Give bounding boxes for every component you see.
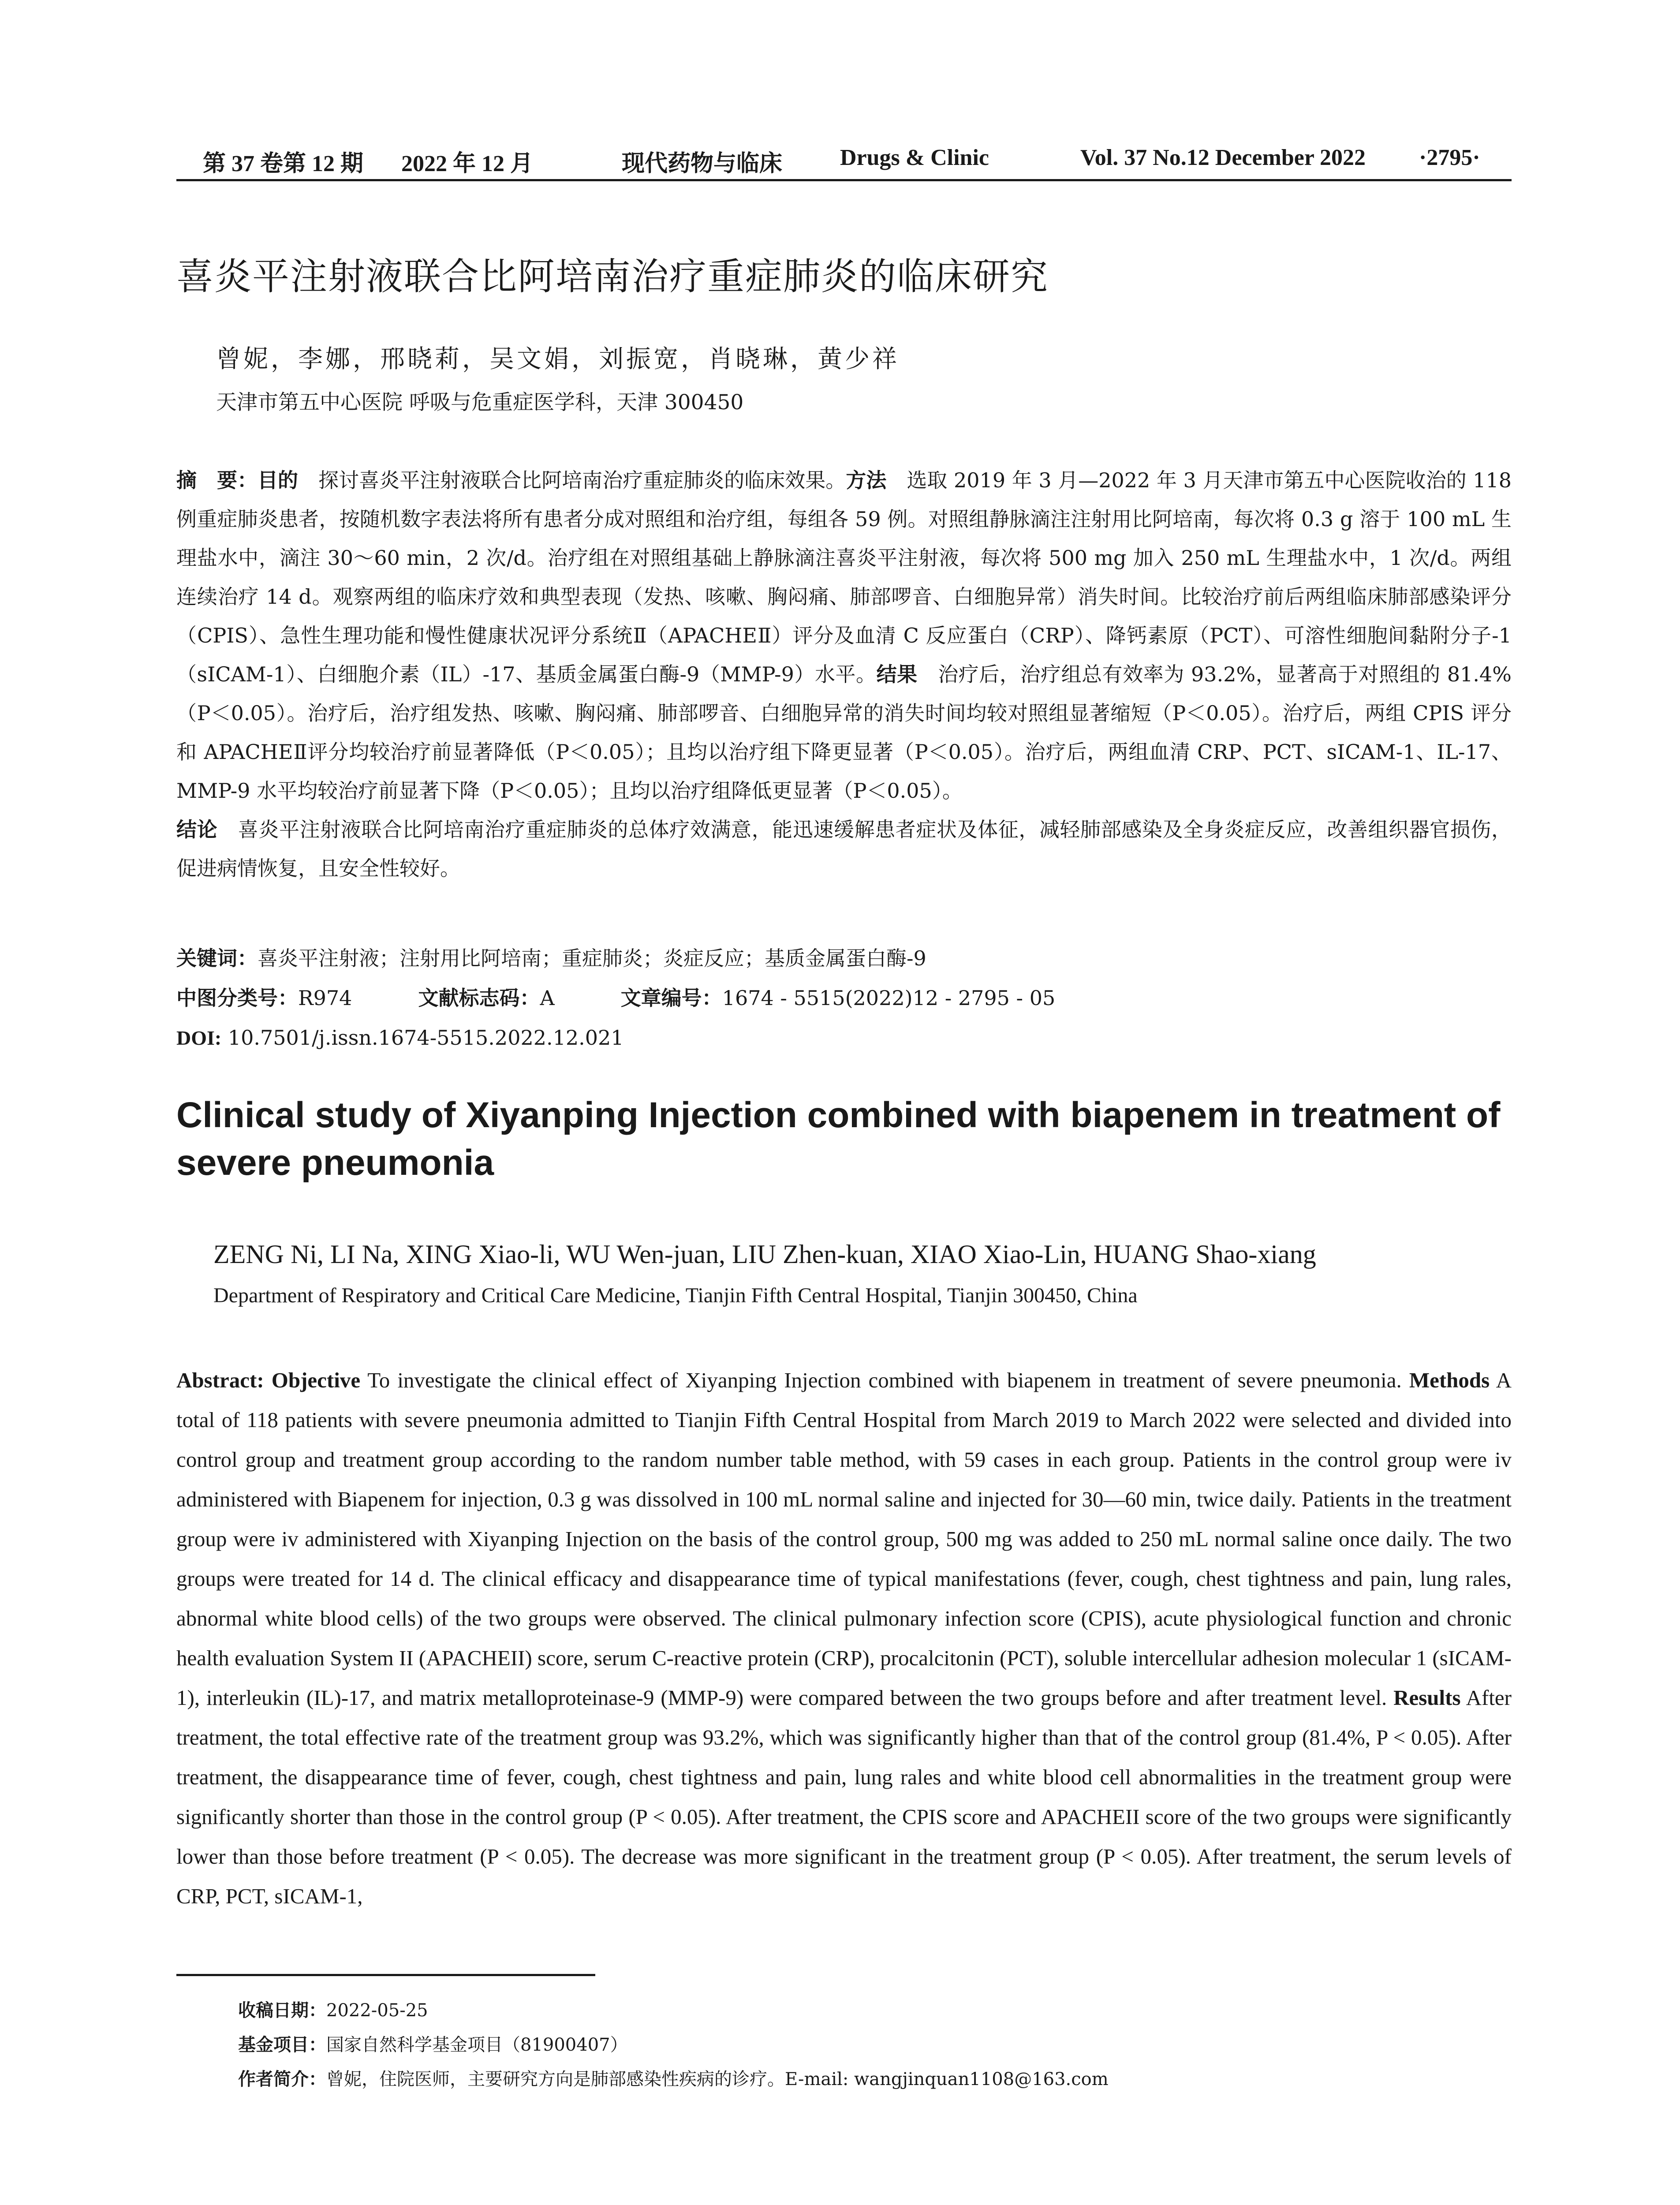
header-page-number: ·2795· [1419, 145, 1480, 170]
keywords-label: 关键词： [176, 946, 258, 970]
author-bio-text: 曾妮，住院医师，主要研究方向是肺部感染性疾病的诊疗。E-mail: wangjinquan1108@163.com [326, 2069, 1109, 2089]
footnotes [238, 1993, 1109, 2097]
cn-authors: 曾妮，李娜，邢晓莉，吴文娟，刘振宽，肖晓琳，黄少祥 [216, 345, 900, 374]
en-affiliation: Department of Respiratory and Critical Care Medicine, Tianjin Fifth Central Hospital, Tianjin 300450, China [213, 1284, 1138, 1307]
fund-text: 国家自然科学基金项目（81900407） [326, 2035, 628, 2055]
en-authors: ZENG Ni, LI Na, XING Xiao-li, WU Wen-juan, LIU Zhen-kuan, XIAO Xiao-Lin, HUANG Shao-xiang [213, 1240, 1316, 1269]
cn-methods-text: 选取 2019 年 3 月—2022 年 3 月天津市第五中心医院收治的 118 例重症肺炎患者，按随机数字表法将所有患者分成对照组和治疗组，每组各 59 例。对照组静脉滴注注射用比阿培南，每次将 0.3 g 溶于 100 mL 生理盐水中，滴注 30～60 min，2 次/d。治疗组在对照组基础上静脉滴注喜炎平注射液，每次将 500 mg 加入 250 mL 生理盐水中，1 次/d。两组连续治疗 14 d。观察两组的临床疗效和典型表现（发热、咳嗽、胸闷痛、肺部啰音、白细胞异常）消失时间。比较治疗前后两组临床肺部感染评分（CPIS）、急性生理功能和慢性健康状况评分系统Ⅱ（APACHEⅡ）评分及血清 C 反应蛋白（CRP）、降钙素原（PCT）、可溶性细胞间黏附分子-1（sICAM-1）、白细胞介素（IL）-17、基质金属蛋白酶-9（MMP-9）水平。 [176, 468, 1512, 686]
keywords-row [176, 938, 1512, 978]
footnote-received [238, 1993, 1109, 2028]
doi-row [176, 1018, 1512, 1058]
cn-metadata [176, 938, 1512, 1058]
cn-methods-label: 方法 [846, 468, 887, 492]
cn-objective-text: 探讨喜炎平注射液联合比阿培南治疗重症肺炎的临床效果。 [298, 468, 846, 492]
doc-code-value: A [540, 986, 555, 1010]
header-volume-cn: 第 37 卷第 12 期 [203, 151, 364, 176]
en-methods-label: Methods [1409, 1368, 1490, 1392]
article-no-value: 1674 - 5515(2022)12 - 2795 - 05 [722, 986, 1056, 1010]
doc-code-label: 文献标志码： [418, 986, 540, 1010]
cn-affiliation: 天津市第五中心医院 呼吸与危重症医学科，天津 300450 [216, 390, 744, 415]
cn-abstract [176, 461, 1512, 888]
en-results-text: After treatment, the total effective rate of the treatment group was 93.2%, which was significantly higher than that of the control group (81.4%, P < 0.05). After treatment, the disappearance time of fever, cough, chest tightness and pain, lung rales and white blood cell abnormalities in the treatment group were significantly shorter than those in the control group (P < 0.05). After treatment, the CPIS score and APACHEII score of the two groups were significantly lower than those before treatment (P < 0.05). The decrease was more significant in the treatment group (P < 0.05). After treatment, the serum levels of CRP, PCT, sICAM-1, [176, 1686, 1512, 1908]
header-date-cn: 2022 年 12 月 [401, 151, 534, 176]
classification-row [176, 978, 1512, 1018]
header-journal-en: Drugs & Clinic [840, 145, 989, 170]
doi-value: 10.7501/j.issn.1674-5515.2022.12.021 [221, 1026, 624, 1050]
received-label: 收稿日期： [238, 2000, 326, 2021]
en-abstract-label: Abstract: [176, 1368, 272, 1392]
keywords-text: 喜炎平注射液；注射用比阿培南；重症肺炎；炎症反应；基质金属蛋白酶-9 [258, 946, 926, 970]
header-volume-en: Vol. 37 No.12 December 2022 [1080, 145, 1366, 170]
cn-objective-label: 目的 [258, 468, 299, 492]
article-no-label: 文章编号： [620, 986, 722, 1010]
en-objective-label: Objective [271, 1368, 361, 1392]
en-abstract [176, 1360, 1512, 1916]
header-journal-cn: 现代药物与临床 [622, 150, 783, 177]
clc-value: R974 [298, 986, 352, 1010]
cn-title: 喜炎平注射液联合比阿培南治疗重症肺炎的临床研究 [176, 255, 1049, 298]
author-bio-label: 作者简介： [238, 2069, 326, 2089]
en-results-label: Results [1393, 1686, 1461, 1710]
en-methods-text: A total of 118 patients with severe pneumonia admitted to Tianjin Fifth Central Hospital from March 2019 to March 2022 were selected and divided into control group and treatment group according to the random number table method, with 59 cases in each group. Patients in the control group were iv administered with Biapenem for injection, 0.3 g was dissolved in 100 mL normal saline and injected for 30—60 min, twice daily. Patients in the treatment group were iv administered with Xiyanping Injection on the basis of the control group, 500 mg was added to 250 mL normal saline once daily. The two groups were treated for 14 d. The clinical efficacy and disappearance time of typical manifestations (fever, cough, chest tightness and pain, lung rales, abnormal white blood cells) of the two groups were observed. The clinical pulmonary infection score (CPIS), acute physiological function and chronic health evaluation System II (APACHEII) score, serum C-reactive protein (CRP), procalcitonin (PCT), soluble intercellular adhesion molecular 1 (sICAM-1), interleukin (IL)-17, and matrix metalloproteinase-9 (MMP-9) were compared between the two groups before and after treatment level. [176, 1368, 1512, 1710]
doi-label: DOI: [176, 1027, 222, 1049]
received-date: 2022-05-25 [326, 2000, 428, 2021]
footnote-divider [176, 1974, 595, 1976]
en-title: Clinical study of Xiyanping Injection combined with biapenem in treatment of severe pneumonia [176, 1095, 1501, 1183]
cn-results-text: 治疗后，治疗组总有效率为 93.2%，显著高于对照组的 81.4%（P＜0.05）。治疗后，治疗组发热、咳嗽、胸闷痛、肺部啰音、白细胞异常的消失时间均较对照组显著缩短（P＜0.05）。治疗后，两组 CPIS 评分和 APACHEⅡ评分均较治疗前显著降低（P＜0.05）；且均以治疗组下降更显著（P＜0.05）。治疗后，两组血清 CRP、PCT、sICAM-1、IL-17、MMP-9 水平均较治疗前显著下降（P＜0.05）；且均以治疗组降低更显著（P＜0.05）。 [176, 662, 1512, 803]
footnote-author [238, 2062, 1109, 2097]
cn-results-label: 结果 [876, 662, 918, 686]
en-objective-text: To investigate the clinical effect of Xiyanping Injection combined with biapenem in treatment of severe pneumonia. [360, 1368, 1409, 1392]
cn-conclusion-text: 喜炎平注射液联合比阿培南治疗重症肺炎的总体疗效满意，能迅速缓解患者症状及体征，减轻肺部感染及全身炎症反应，改善组织器官损伤，促进病情恢复，且安全性较好。 [176, 818, 1512, 880]
footnote-fund [238, 2028, 1109, 2062]
clc-label: 中图分类号： [176, 986, 298, 1010]
cn-conclusion-label: 结论 [176, 818, 218, 841]
running-header [176, 137, 1512, 181]
cn-abstract-label: 摘 要： [176, 468, 258, 492]
fund-label: 基金项目： [238, 2035, 326, 2055]
